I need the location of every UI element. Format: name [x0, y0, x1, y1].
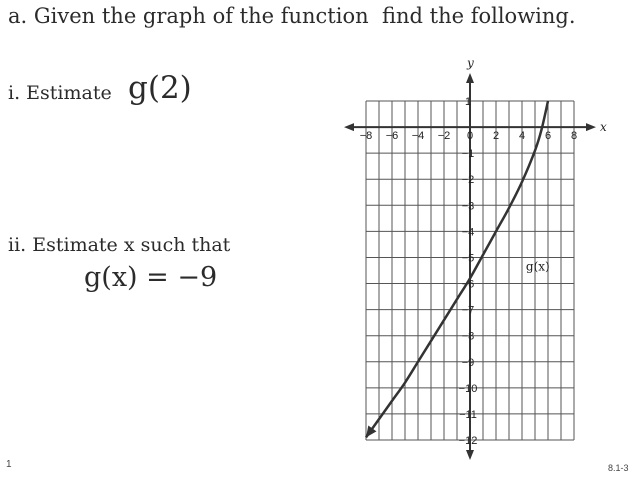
g-curve-arrow	[366, 426, 376, 438]
y-tick-label: −12	[458, 435, 478, 447]
question-1-label: i. Estimate	[8, 82, 112, 104]
function-label: g(x)	[525, 259, 550, 274]
x-tick-label: 0	[466, 130, 474, 143]
y-axis-name: y	[467, 56, 474, 70]
y-tick-label: −11	[459, 408, 477, 421]
x-axis-arrow-right	[586, 123, 596, 131]
x-axis-name: x	[600, 120, 607, 135]
x-axis-arrow-left	[344, 123, 354, 131]
slide-code: 8.1-3	[608, 463, 629, 473]
question-1-expression: g(2)	[128, 70, 192, 106]
x-tick-label: 6	[544, 130, 552, 143]
problem-title: a. Given the graph of the function find the following.	[8, 4, 576, 28]
x-tick-label: 2	[492, 130, 500, 143]
x-tick-label: −4	[411, 130, 425, 143]
y-tick-label: −7	[461, 304, 475, 317]
question-2-label: ii. Estimate x such that	[8, 234, 231, 256]
y-tick-label: −6	[461, 278, 475, 291]
x-tick-label: −2	[437, 130, 451, 143]
y-axis-arrow-down	[466, 450, 474, 460]
y-tick-label: −1	[461, 148, 475, 161]
page-number: 1	[6, 459, 12, 470]
y-tick-label: 1	[464, 96, 472, 108]
x-tick-label: 8	[570, 130, 578, 143]
y-tick-label: −10	[458, 382, 478, 395]
y-tick-label: −8	[461, 330, 475, 343]
y-axis-arrow-up	[466, 73, 474, 83]
y-tick-label: −4	[461, 226, 475, 239]
x-tick-label: −6	[385, 130, 399, 143]
y-tick-label: −2	[461, 174, 475, 187]
question-2-expression: g(x) = −9	[84, 262, 218, 293]
y-tick-label: −9	[461, 356, 475, 369]
y-tick-label: −3	[461, 200, 475, 213]
x-tick-label: −8	[359, 130, 373, 143]
graph-annotations	[526, 260, 550, 274]
y-tick-label: −5	[461, 252, 475, 265]
x-tick-label: 4	[518, 130, 526, 143]
